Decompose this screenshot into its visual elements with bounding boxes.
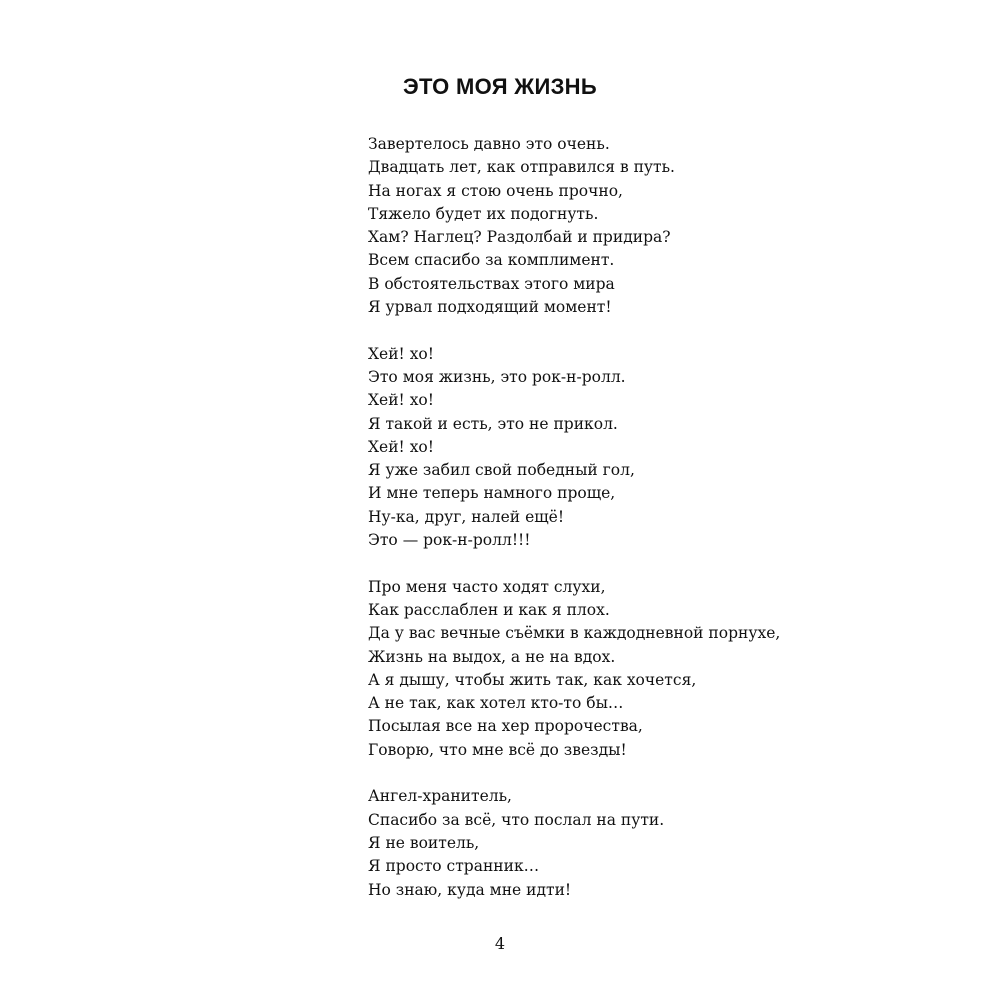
stanza-4 xyxy=(368,785,968,901)
verse-line: Я такой и есть, это не прикол. xyxy=(368,414,618,433)
verse-line: В обстоятельствах этого мира xyxy=(368,274,615,293)
verse-line: Ангел-хранитель, xyxy=(368,787,512,806)
verse-line: И мне теперь намного проще, xyxy=(368,484,616,503)
verse-line: На ногах я стою очень прочно, xyxy=(368,181,623,200)
verse-line: Всем спасибо за комплимент. xyxy=(368,251,615,270)
verse-line: Я урвал подходящий момент! xyxy=(368,298,612,317)
stanza-3 xyxy=(368,576,968,762)
verse-line: Это — рок-н-ролл!!! xyxy=(368,531,531,550)
page-number: 4 xyxy=(494,934,506,953)
verse-line: Про меня часто ходят слухи, xyxy=(368,577,606,596)
verse-line: Хей! хо! xyxy=(368,437,434,456)
verse-line: Да у вас вечные съёмки в каждодневной порнухе, xyxy=(368,624,781,643)
verse-line: Спасибо за всё, что послал на пути. xyxy=(368,810,665,829)
verse-line: А я дышу, чтобы жить так, как хочется, xyxy=(368,670,697,689)
verse-line: Это моя жизнь, это рок-н-ролл. xyxy=(368,367,626,386)
verse-line: Говорю, что мне всё до звезды! xyxy=(368,740,627,759)
verse-line: Посылая все на хер пророчества, xyxy=(368,717,643,736)
verse-line: Двадцать лет, как отправился в путь. xyxy=(368,158,675,177)
stanza-1 xyxy=(368,133,968,319)
verse-line: Жизнь на выдох, а не на вдох. xyxy=(368,647,616,666)
verse-line: Завертелось давно это очень. xyxy=(368,135,610,153)
stanza-2-chorus xyxy=(368,343,968,553)
verse-line: Но знаю, куда мне идти! xyxy=(368,880,572,899)
page-title: ЭТО МОЯ ЖИЗНЬ xyxy=(403,74,597,99)
verse-line: Хам? Наглец? Раздолбай и придира? xyxy=(368,228,671,247)
verse-line: Как расслаблен и как я плох. xyxy=(368,600,610,619)
verse-line: Тяжело будет их подогнуть. xyxy=(368,204,599,223)
verse-line: А не так, как хотел кто-то бы… xyxy=(368,694,624,713)
verse-line: Я уже забил свой победный гол, xyxy=(368,461,635,480)
verse-line: Я не воитель, xyxy=(368,833,480,852)
verse-line: Хей! хо! xyxy=(368,391,434,410)
verse-line: Ну-ка, друг, налей ещё! xyxy=(368,507,565,526)
poem-body xyxy=(368,133,968,925)
verse-line: Я просто странник… xyxy=(368,857,540,876)
verse-line: Хей! хо! xyxy=(368,344,434,363)
